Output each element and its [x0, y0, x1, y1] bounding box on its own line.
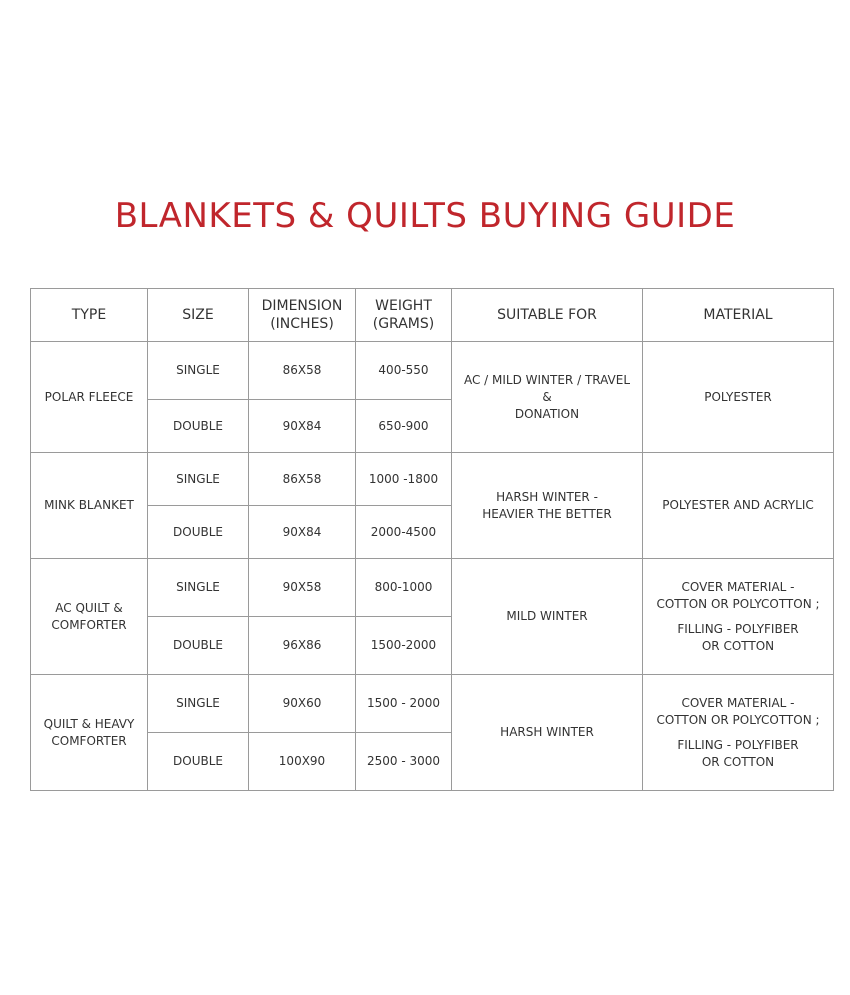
weight-cell: 800-1000 [356, 559, 452, 617]
suitable-line: AC / MILD WINTER / TRAVEL & [463, 372, 631, 404]
type-label: QUILT & HEAVY [43, 716, 135, 731]
weight-cell: 1500 - 2000 [356, 675, 452, 733]
material-block [649, 695, 827, 729]
suitable-cell [452, 675, 643, 791]
weight-cell: 400-550 [356, 342, 452, 400]
dimension-cell: 100X90 [249, 733, 356, 791]
material-block [649, 737, 827, 771]
type-cell [31, 559, 148, 675]
material-line: COTTON OR POLYCOTTON ; [656, 712, 820, 727]
weight-cell: 1000 -1800 [356, 453, 452, 506]
material-cell [643, 559, 834, 675]
material-cell [643, 675, 834, 791]
material-block [649, 579, 827, 613]
header-weight-line2: (GRAMS) [372, 316, 435, 332]
header-dimension-line2: (INCHES) [270, 316, 334, 332]
material-line: OR COTTON [701, 754, 775, 769]
material-line: COVER MATERIAL - [681, 579, 795, 594]
size-cell: SINGLE [148, 342, 249, 400]
material-block [649, 497, 827, 514]
header-weight [356, 289, 452, 342]
table-row [31, 675, 834, 733]
weight-cell: 1500-2000 [356, 617, 452, 675]
table-row [31, 559, 834, 617]
size-cell: DOUBLE [148, 733, 249, 791]
header-size: SIZE [148, 289, 249, 342]
weight-cell: 2000-4500 [356, 506, 452, 559]
suitable-line: HARSH WINTER - [496, 489, 598, 504]
type-cell [31, 342, 148, 453]
page-title: BLANKETS & QUILTS BUYING GUIDE [114, 196, 736, 236]
suitable-line: HEAVIER THE BETTER [482, 506, 612, 521]
weight-cell: 650-900 [356, 400, 452, 453]
header-material: MATERIAL [643, 289, 834, 342]
dimension-cell: 86X58 [249, 342, 356, 400]
material-block [649, 389, 827, 406]
size-cell: SINGLE [148, 453, 249, 506]
table-row [31, 342, 834, 400]
type-label: AC QUILT & [55, 600, 123, 615]
suitable-cell [452, 559, 643, 675]
material-cell [643, 453, 834, 559]
size-cell: DOUBLE [148, 617, 249, 675]
dimension-cell: 90X84 [249, 400, 356, 453]
material-line: POLYESTER [704, 389, 772, 404]
header-dimension-line1: DIMENSION [261, 298, 343, 314]
table-body [31, 342, 834, 791]
header-weight-line1: WEIGHT [375, 298, 432, 314]
type-label: POLAR FLEECE [44, 389, 134, 404]
suitable-cell [452, 453, 643, 559]
type-label: COMFORTER [51, 733, 127, 748]
buying-guide-table [30, 288, 834, 791]
header-suitable: SUITABLE FOR [452, 289, 643, 342]
type-cell [31, 675, 148, 791]
table-row [31, 453, 834, 506]
material-block [649, 621, 827, 655]
material-line: POLYESTER AND ACRYLIC [662, 498, 814, 512]
suitable-cell [452, 342, 643, 453]
size-cell: SINGLE [148, 675, 249, 733]
header-type: TYPE [31, 289, 148, 342]
size-cell: SINGLE [148, 559, 249, 617]
dimension-cell: 90X60 [249, 675, 356, 733]
size-cell: DOUBLE [148, 506, 249, 559]
dimension-cell: 90X84 [249, 506, 356, 559]
suitable-line: MILD WINTER [506, 609, 588, 623]
header-row [31, 289, 834, 342]
material-line: FILLING - POLYFIBER [677, 621, 799, 636]
type-cell [31, 453, 148, 559]
material-line: COVER MATERIAL - [681, 695, 795, 710]
size-cell: DOUBLE [148, 400, 249, 453]
material-line: COTTON OR POLYCOTTON ; [656, 596, 820, 611]
dimension-cell: 96X86 [249, 617, 356, 675]
suitable-line: HARSH WINTER [500, 725, 594, 739]
header-dimension [249, 289, 356, 342]
weight-cell: 2500 - 3000 [356, 733, 452, 791]
suitable-line: DONATION [514, 406, 580, 421]
type-label: COMFORTER [51, 617, 127, 632]
dimension-cell: 90X58 [249, 559, 356, 617]
type-label: MINK BLANKET [44, 498, 134, 512]
dimension-cell: 86X58 [249, 453, 356, 506]
material-line: FILLING - POLYFIBER [677, 737, 799, 752]
material-cell [643, 342, 834, 453]
material-line: OR COTTON [701, 638, 775, 653]
